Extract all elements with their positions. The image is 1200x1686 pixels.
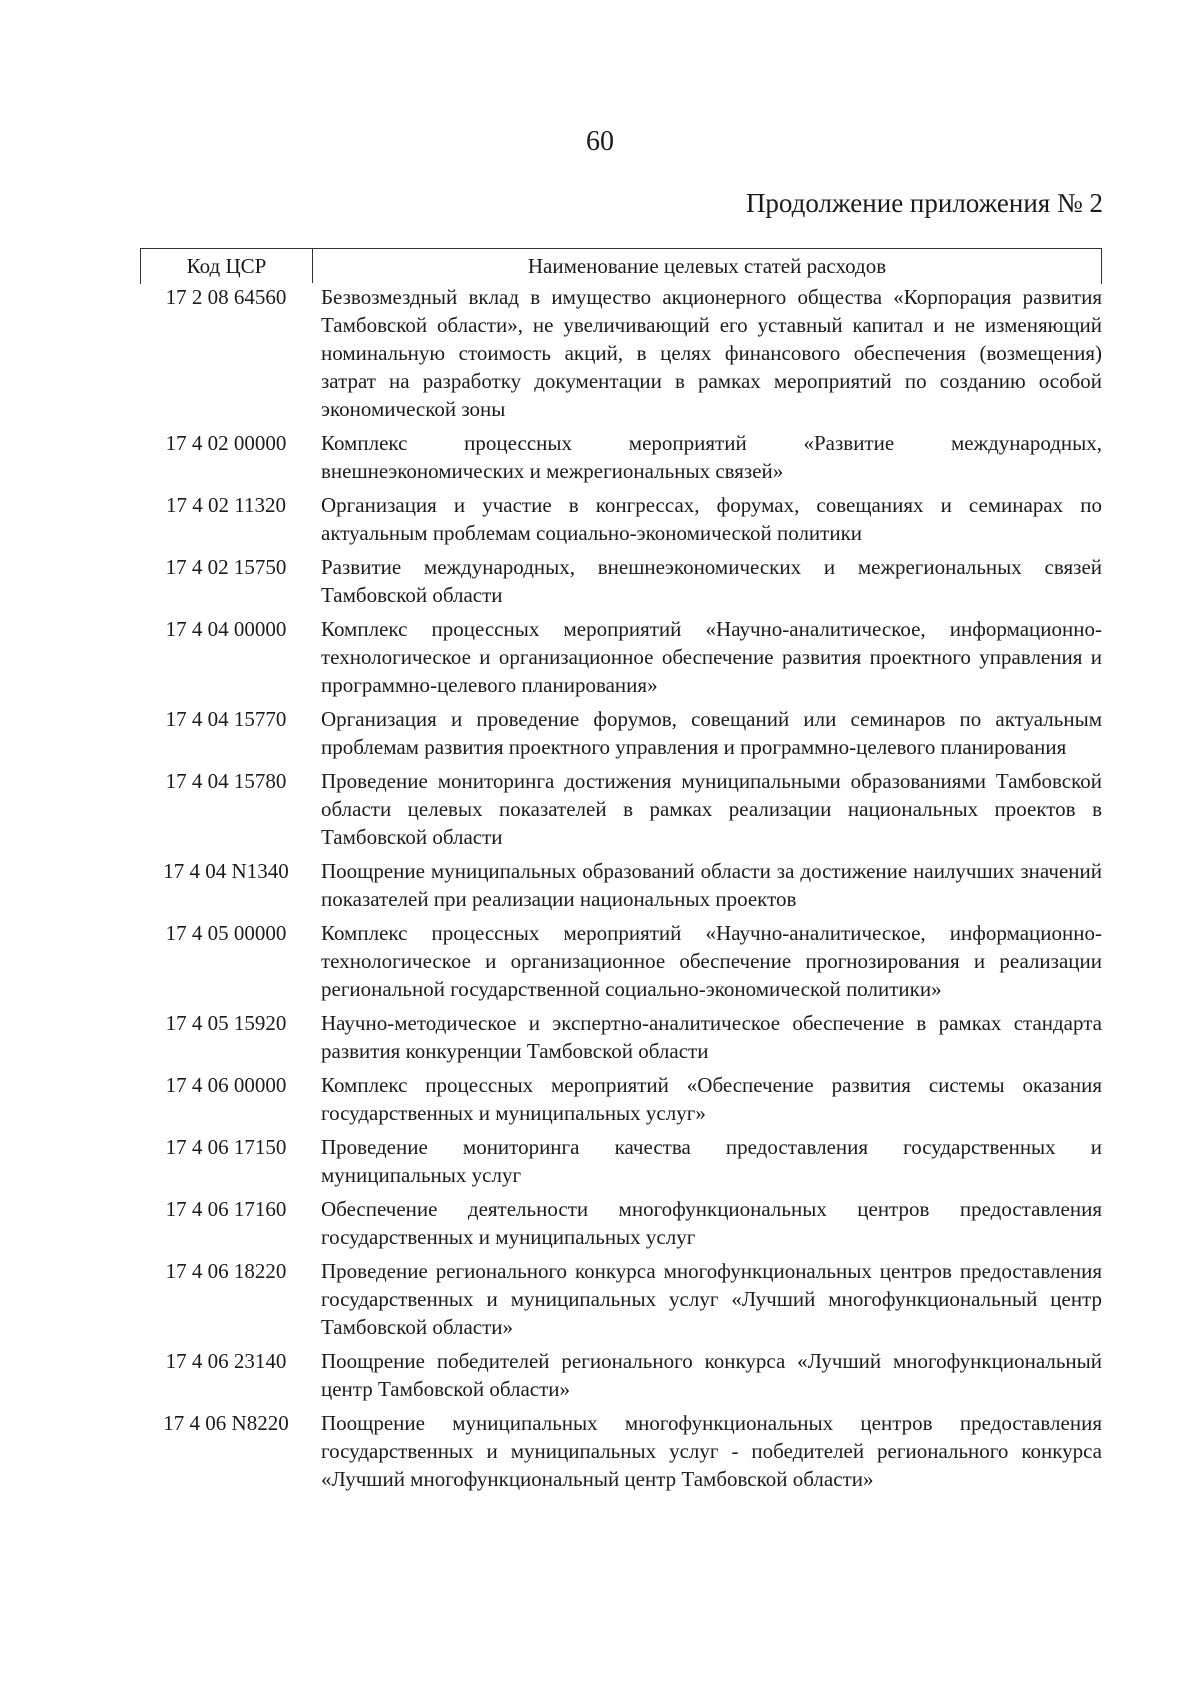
row-code: 17 4 02 11320 <box>166 493 286 517</box>
row-name: Развитие международных, внешнеэкономических и межрегиональных связей Тамбовской области <box>321 555 1102 607</box>
row-code: 17 4 05 15920 <box>165 1011 287 1035</box>
table-row <box>140 491 1102 547</box>
row-name: Обеспечение деятельности многофункциональных центров предоставления государственных и муниципальных услуг <box>321 1197 1102 1249</box>
row-name: Комплекс процессных мероприятий «Обеспечение развития системы оказания государственных и муниципальных услуг» <box>321 1073 1102 1125</box>
table-row <box>140 1347 1102 1403</box>
expense-items-table <box>140 283 1102 1499</box>
row-name: Поощрение муниципальных образований области за достижение наилучших значений показателей при реализации национальных проектов <box>321 859 1102 911</box>
table-row <box>140 1257 1102 1341</box>
table-header <box>140 248 1102 284</box>
table-row <box>140 919 1102 1003</box>
row-code: 17 4 06 N8220 <box>163 1411 289 1435</box>
column-header-code: Код ЦСР <box>141 249 313 283</box>
row-name: Комплекс процессных мероприятий «Научно-аналитическое, информационно-технологическое и организационное обеспечение прогнозирования и реализации региональной государственной социально-экономической политики» <box>321 921 1102 1001</box>
table-row <box>140 705 1102 761</box>
column-header-name: Наименование целевых статей расходов <box>527 254 887 278</box>
table-row <box>140 1195 1102 1251</box>
row-code: 17 4 04 15770 <box>165 707 287 731</box>
table-row <box>140 615 1102 699</box>
table-row <box>140 857 1102 913</box>
page-number: 60 <box>586 126 614 157</box>
row-code: 17 4 06 23140 <box>165 1349 287 1373</box>
row-code: 17 4 04 00000 <box>165 617 287 641</box>
appendix-continuation-label: Продолжение приложения № 2 <box>745 188 1103 218</box>
row-name: Поощрение муниципальных многофункциональных центров предоставления государственных и муниципальных услуг - победителей регионального конкурса «Лучший многофункциональный центр Тамбовской области» <box>321 1411 1102 1491</box>
table-row <box>140 553 1102 609</box>
row-code: 17 4 06 17150 <box>165 1135 287 1159</box>
row-name: Поощрение победителей регионального конкурса «Лучший многофункциональный центр Тамбовской области» <box>321 1349 1102 1401</box>
row-name: Организация и проведение форумов, совещаний или семинаров по актуальным проблемам развития проектного управления и программно-целевого планирования <box>321 707 1102 759</box>
row-code: 17 4 02 00000 <box>165 431 287 455</box>
row-name: Проведение мониторинга качества предоставления государственных и муниципальных услуг <box>321 1135 1102 1187</box>
table-row <box>140 1009 1102 1065</box>
row-name: Проведение регионального конкурса многофункциональных центров предоставления государственных и муниципальных услуг «Лучший многофункциональный центр Тамбовской области» <box>321 1259 1102 1339</box>
row-name: Научно-методическое и экспертно-аналитическое обеспечение в рамках стандарта развития конкуренции Тамбовской области <box>321 1011 1102 1063</box>
row-code: 17 4 06 00000 <box>165 1073 287 1097</box>
row-code: 17 4 05 00000 <box>165 921 287 945</box>
row-code: 17 4 06 17160 <box>165 1197 287 1221</box>
row-name: Проведение мониторинга достижения муниципальными образованиями Тамбовской области целевых показателей в рамках реализации национальных проектов в Тамбовской области <box>321 769 1102 849</box>
row-name: Безвозмездный вклад в имущество акционерного общества «Корпорация развития Тамбовской области», не увеличивающий его уставный капитал и не изменяющий номинальную стоимость акций, в целях финансового обеспечения (возмещения) затрат на разработку документации в рамках мероприятий по созданию особой экономической зоны <box>321 285 1102 421</box>
row-code: 17 4 04 N1340 <box>163 859 289 883</box>
row-code: 17 4 04 15780 <box>165 769 287 793</box>
row-name: Комплекс процессных мероприятий «Научно-аналитическое, информационно-технологическое и организационное обеспечение развития проектного управления и программно-целевого планирования» <box>321 617 1102 697</box>
table-row <box>140 429 1102 485</box>
row-code: 17 4 06 18220 <box>165 1259 287 1283</box>
row-name: Организация и участие в конгрессах, форумах, совещаниях и семинарах по актуальным проблемам социально-экономической политики <box>321 493 1102 545</box>
table-row <box>140 1409 1102 1493</box>
row-code: 17 4 02 15750 <box>165 555 287 579</box>
table-row <box>140 767 1102 851</box>
row-name: Комплекс процессных мероприятий «Развитие международных, внешнеэкономических и межрегиональных связей» <box>321 431 1102 483</box>
table-row <box>140 1071 1102 1127</box>
table-row <box>140 283 1102 423</box>
table-row <box>140 1133 1102 1189</box>
row-code: 17 2 08 64560 <box>165 285 287 309</box>
